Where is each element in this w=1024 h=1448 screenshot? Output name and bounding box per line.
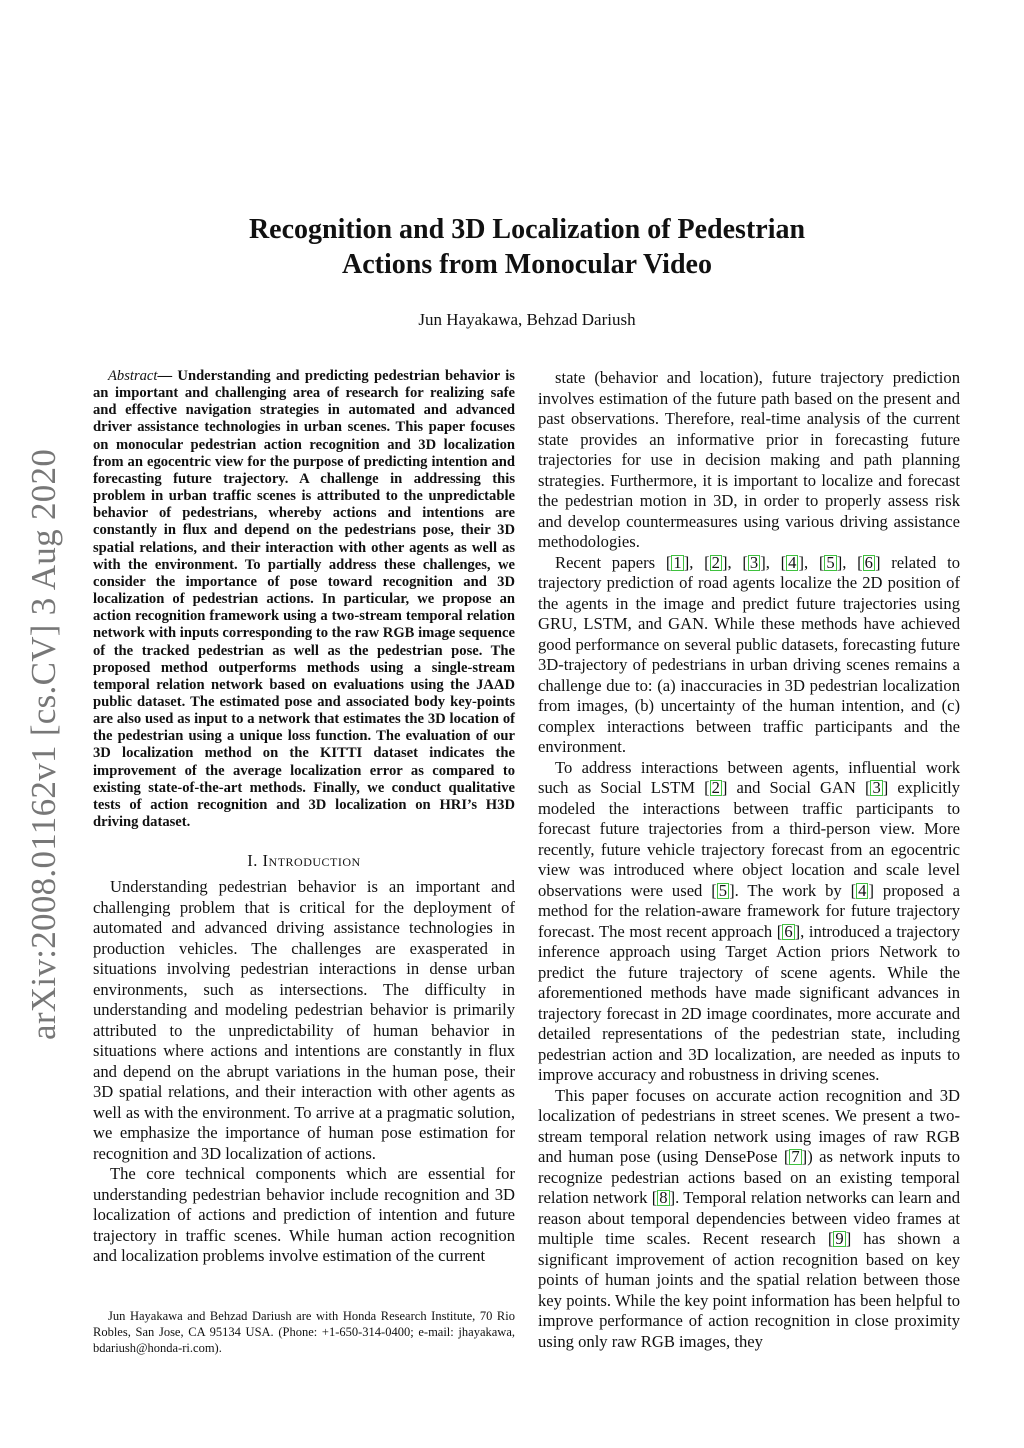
paragraph-text: , [689, 552, 705, 572]
body-paragraph [538, 368, 960, 553]
footnote: Jun Hayakawa and Behzad Dariush are with Honda Research Institute, 70 Rio Robles, San Jose, CA 95134 USA. (Phone: +1-650-314-0400; e-mail: jhayakawa, bdariush@honda-ri.com). [93, 1309, 515, 1355]
paragraph-text: , introduced a trajectory inference approach using Target Action priors Network to predict the future trajectory of scene agents. While the aforementioned methods have made significant advances in trajectory forecast in 2D image coordinates, more accurate and detailed representations of the pedestrian state, including pedestrian action and 3D localization, are needed as inputs to improve accuracy and robustness in driving scenes. [538, 921, 960, 1084]
body-paragraph: To address interactions between agents, influential work such as Social LSTM [ 2 ] and Social GAN [ 3 ] explicitly modeled the interactions between traffic participants to forecast future trajectories from a third-person view. More recently, future vehicle trajectory forecast from an egocentric view was introduced where object location and scale level observations were used [ 5 ]. The work by [ 4 ] proposed a method for the relation-aware framework for future trajectory forecast. The most recent approach [ 6 ], introduced a trajectory inference approach using Target Action priors Network to predict the future trajectory of scene agents. While the aforementioned methods have made significant advances in trajectory forecast in 2D image coordinates, more accurate and detailed representations of the pedestrian state, including pedestrian action and 3D localization, are needed as inputs to improve accuracy and robustness in driving scenes. [538, 757, 961, 1084]
citation-link[interactable]: 1 [673, 552, 682, 572]
paragraph-text: The core technical components which are essential for understanding pedestrian behavior include recognition and 3D localization of actions and prediction of intention and future trajectory in traffic scenes. While human action recognition and localization problems involve estimation of the current [93, 1164, 515, 1266]
paragraph-text: This paper focuses on accurate action recognition and 3D localization of pedestrians in street scenes. We present a two-stream temporal relation network using images of raw RGB and human pose (using DensePose [538, 1085, 960, 1166]
citation-link[interactable]: 2 [711, 778, 720, 797]
citation-link[interactable]: 5 [826, 552, 835, 572]
title-line: Recognition and 3D Localization of Pedestrian [248, 214, 806, 245]
paragraph-text: related to trajectory prediction of road agents localize the 2D position of the agents in the image and predict future trajectories using GRU, LSTM, and GAN. While these methods have achieved good performance on several public datasets, forecasting future 3D-trajectory of pedestrians in urban driving scenes remains a challenge due to: (a) inaccuracies in 3D pedestrian localization from images, (b) uncertainty of the human intention, and (c) complex interactions between traffic participants and the environment. [538, 552, 960, 756]
abstract-text: — Understanding and predicting pedestrian behavior is an important and challenging area of research for realizing safe and effective navigation strategies in automated and advanced driver assistance technologies in urban scenes. This paper focuses on monocular pedestrian action recognition and 3D localization from an egocentric view for the purpose of predicting intention and forecasting future trajectory. A challenge in addressing this problem in urban traffic scenes is attributed to the unpredictable behavior of pedestrians, whereby actions and intentions are constantly in flux and depend on the pedestrians pose, their 3D spatial relations, and their interaction with other agents as well as with the environment. To partially address these challenges, we consider the importance of pose toward recognition and 3D localization of pedestrian actions. In particular, we propose an action recognition framework using a two-stream temporal relation network with inputs corresponding to the raw RGB image sequence of the tracked pedestrian as well as the pedestrian pose. The proposed method outperforms methods using a single-stream temporal relation network based on evaluations using the JAAD public dataset. The estimated pose and associated body key-points are also used as input to a network that estimates the 3D location of the pedestrian using a unique loss function. The evaluation of our 3D localization method on the KITTI dataset indicates the improvement of the average localization error as compared to existing state-of-the-art methods. Finally, we conduct qualitative tests of action recognition and 3D localization on HRI’s H3D driving dataset. [93, 368, 515, 831]
arxiv-identifier-stamp: arXiv:2008.01162v1 [cs.CV] 3 Aug 2020 [24, 448, 63, 1040]
citation-link[interactable]: 8 [659, 1188, 668, 1207]
citation-link[interactable]: 3 [749, 552, 759, 572]
body-paragraph: This paper focuses on accurate action recognition and 3D localization of pedestrians in street scenes. We present a two-stream temporal relation network using images of raw RGB and human pose (using DensePose [ 7 ]) as network inputs to recognize pedestrian actions based on an existing temporal relation network [ 8 ]. Temporal relation networks can learn and reason about temporal dependencies between video frames at multiple time scales. Recent research [ 9 ] has shown a significant improvement of action recognition based on key points of human joints and the spatial relation between those key points. While the key point information has been helpful to improve performance of action recognition in close proximity using only raw RGB images, they [538, 1085, 961, 1351]
paragraph-text: state (behavior and location), future trajectory prediction involves estimation of the future path based on the present and past observations. Therefore, real-time analysis of the current state provides an informative prior in forecasting future trajectories for use in decision making and path planning strategies. Furthermore, it is important to localize and forecast the pedestrian motion in 3D, in order to properly assess risk and develop countermeasures using various driving assistance methodologies. [538, 368, 960, 551]
left-column [93, 368, 515, 1267]
paragraph-text: To address interactions between agents, influential work such as Social LSTM [538, 757, 960, 797]
right-body [538, 368, 960, 1352]
body-paragraph [93, 877, 515, 1164]
citation-link[interactable]: 6 [864, 552, 873, 572]
citation-link[interactable]: 3 [872, 778, 881, 797]
title-line: Actions from Monocular Video [342, 249, 712, 280]
authors: Jun Hayakawa, Behzad Dariush [418, 310, 636, 329]
paragraph-text: . Temporal relation networks can learn and reason about temporal dependencies between video frames at multiple time scales. Recent research [538, 1188, 961, 1248]
abstract-label: Abstract [108, 368, 158, 384]
paragraph-text: ) as network inputs to recognize pedestrian actions based on an existing temporal relation network [538, 1147, 960, 1207]
body-paragraph: Recent papers [ 1 ], [ 2 ], [ 3 ], [ 4 ], [ 5 ], [ 6 ] related to trajectory prediction of road agents localize the 2D position of the agents in the image and predict future trajectories using GRU, LSTM, and GAN. While these methods have achieved good performance on several public datasets, forecasting future 3D-trajectory of pedestrians in urban driving scenes remains a challenge due to: (a) inaccuracies in 3D pedestrian localization from images, (b) uncertainty of the human intention, and (c) complex interactions between traffic participants and the environment. [538, 552, 960, 756]
citation-link[interactable]: 4 [788, 552, 797, 572]
body-paragraph [93, 1164, 515, 1267]
paragraph-text: . The work by [734, 880, 851, 900]
paragraph-text: , [765, 552, 781, 572]
paragraph-text: , [842, 552, 858, 572]
abstract [93, 368, 515, 831]
citation-link[interactable]: 9 [835, 1229, 844, 1248]
citation-link[interactable]: 6 [784, 921, 793, 941]
paragraph-text: Understanding pedestrian behavior is an important and challenging problem that is critical for the deployment of automated and advanced driving assistance technologies in production vehicles. The challenges are exasperated in situations involving pedestrian interactions in dense urban environments, such as intersections. The difficulty in understanding and modeling pedestrian behavior is primarily attributed to the unpredictability of human behavior in situations where actions and intentions are constantly in flux and depend on the abrupt variations in the human pose, their 3D spatial relations, and their interaction with other agents as well as with the environment. To arrive at a pragmatic solution, we emphasize the importance of human pose estimation for recognition and 3D localization of actions. [93, 877, 515, 1163]
paragraph-text: , [803, 552, 819, 572]
paper-title [0, 212, 1024, 282]
citation-link[interactable]: 2 [711, 552, 720, 572]
paragraph-text: Recent papers [555, 552, 666, 572]
citation-link[interactable]: 4 [858, 880, 867, 900]
right-column [538, 368, 960, 1352]
section-heading [93, 851, 515, 871]
citation-link[interactable]: 5 [718, 880, 728, 900]
paragraph-text: and Social GAN [727, 778, 865, 797]
paragraph-text: explicitly modeled the interactions between traffic participants to forecast future trajectories from a third-person view. More recently, future vehicle trajectory forecast from an egocentric view was introduced where object location and scale level observations were used [538, 778, 960, 900]
paragraph-text: has shown a significant improvement of action recognition based on key points of human joints and the spatial relation between those key points. While the key point information has been helpful to improve performance of action recognition in close proximity using only raw RGB images, they [538, 1229, 961, 1351]
citation-link[interactable]: 7 [791, 1147, 800, 1166]
paragraph-text: , [727, 552, 743, 572]
section-title: I. Introduction [247, 851, 361, 871]
left-body [93, 877, 515, 1267]
paragraph-text: proposed a method for the relation-aware framework for future trajectory forecast. The most recent approach [538, 880, 961, 941]
